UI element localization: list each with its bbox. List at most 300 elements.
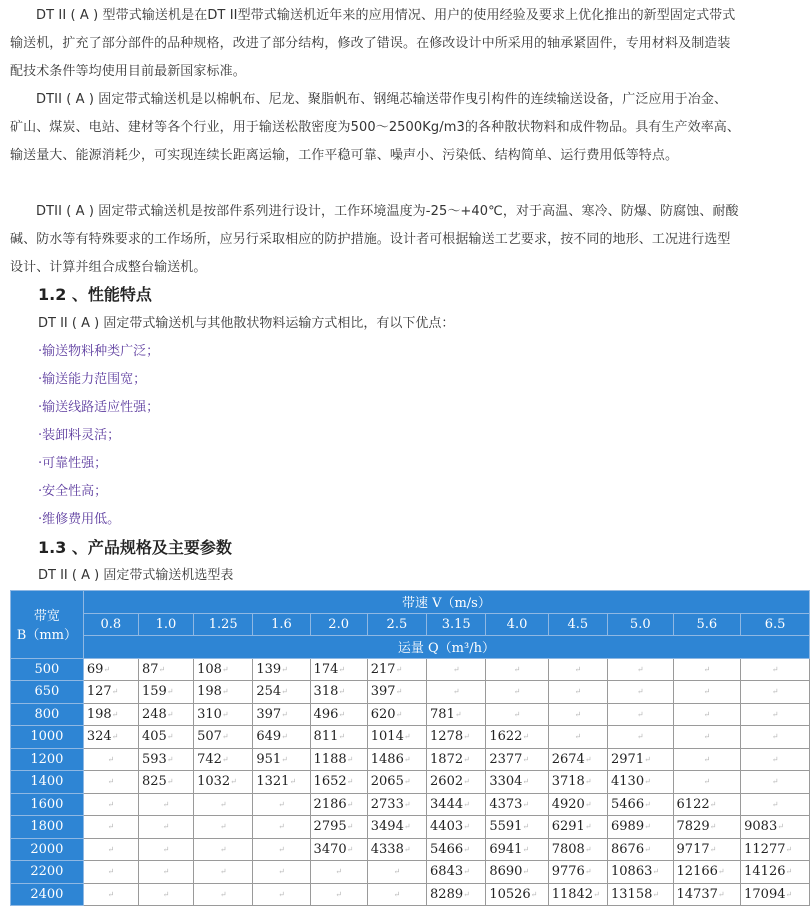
cell-end-mark: ↵: [717, 889, 725, 899]
capacity-value: 1032: [197, 774, 231, 790]
cell-end-mark: ↵: [338, 687, 346, 697]
cell-end-mark: ↵: [335, 867, 342, 877]
cell-end-mark: ↵: [281, 732, 288, 742]
cell-end-mark: ↵: [278, 822, 285, 832]
cell-end-mark: ↵: [111, 732, 119, 742]
capacity-cell: [608, 658, 674, 681]
capacity-cell: [673, 861, 741, 884]
capacity-value: 2186: [313, 796, 347, 812]
capacity-cell: [83, 748, 138, 771]
capacity-value: 9717: [676, 841, 710, 857]
capacity-cell: [367, 793, 426, 816]
cell-end-mark: ↵: [162, 844, 170, 854]
cell-end-mark: ↵: [452, 664, 460, 674]
capacity-value: 1321: [256, 774, 290, 790]
capacity-cell: [673, 793, 741, 816]
capacity-cell: [427, 771, 486, 794]
cell-end-mark: ↵: [463, 799, 470, 809]
belt-width-cell: 2200: [11, 861, 84, 884]
capacity-cell: [367, 748, 426, 771]
specs-heading: 1.3 、产品规格及主要参数: [38, 538, 232, 557]
cell-end-mark: ↵: [107, 754, 115, 764]
capacity-cell: [486, 793, 548, 816]
cell-end-mark: ↵: [584, 844, 592, 854]
capacity-cell: [741, 748, 810, 771]
capacity-value: 4338: [370, 841, 404, 857]
capacity-value: 108: [197, 661, 222, 677]
table-row: [11, 793, 810, 816]
capacity-value: 254: [256, 684, 282, 700]
capacity-cell: [608, 861, 674, 884]
cell-end-mark: ↵: [463, 754, 470, 764]
capacity-value: 1278: [430, 729, 464, 745]
cell-end-mark: ↵: [395, 709, 403, 719]
capacity-value: 1486: [370, 751, 404, 767]
cell-end-mark: ↵: [338, 709, 346, 719]
capacity-value: 6122: [676, 796, 710, 812]
capacity-value: 397: [256, 706, 282, 722]
belt-width-cell: 1600: [11, 793, 84, 816]
cell-end-mark: ↵: [166, 732, 174, 742]
capacity-cell: [194, 748, 253, 771]
cell-end-mark: ↵: [593, 889, 600, 899]
table-caption: DT II ( A ) 固定带式输送机选型表: [38, 568, 234, 583]
capacity-value: 2065: [370, 774, 404, 790]
capacity-value: 2674: [551, 751, 585, 767]
capacity-cell: [427, 816, 486, 839]
capacity-cell: [367, 771, 426, 794]
cell-end-mark: ↵: [574, 687, 582, 697]
capacity-cell: [608, 816, 674, 839]
capacity-cell: [486, 861, 548, 884]
capacity-value: 10526: [489, 886, 531, 902]
cell-end-mark: ↵: [636, 664, 644, 674]
capacity-cell: [673, 771, 741, 794]
capacity-cell: [367, 658, 426, 681]
capacity-cell: [310, 793, 367, 816]
table-row: [11, 726, 810, 749]
capacity-cell: [427, 658, 486, 681]
selection-table-wrapper: [10, 590, 793, 909]
capacity-cell: [608, 771, 674, 794]
capacity-value: 397: [370, 684, 396, 700]
cell-end-mark: ↵: [771, 732, 779, 742]
capacity-value: 1872: [430, 751, 464, 767]
capacity-value: 4403: [430, 819, 464, 835]
cell-end-mark: ↵: [644, 822, 651, 832]
capacity-value: 3494: [370, 819, 404, 835]
capacity-value: 69: [86, 661, 104, 677]
cell-end-mark: ↵: [584, 754, 592, 764]
capacity-value: 2733: [370, 796, 404, 812]
table-row: [11, 771, 810, 794]
capacity-value: 8676: [611, 841, 645, 857]
capacity-cell: [486, 748, 548, 771]
cell-end-mark: ↵: [771, 687, 779, 697]
capacity-cell: [548, 816, 607, 839]
capacity-cell: [310, 681, 367, 704]
capacity-value: 8690: [489, 864, 523, 880]
capacity-cell: [741, 703, 810, 726]
capacity-value: 174: [313, 661, 339, 677]
capacity-cell: [83, 861, 138, 884]
capacity-value: 217: [370, 661, 396, 677]
cell-end-mark: ↵: [574, 732, 582, 742]
capacity-value: 139: [256, 661, 282, 677]
cell-end-mark: ↵: [289, 777, 297, 787]
cell-end-mark: ↵: [346, 777, 354, 787]
capacity-cell: [253, 861, 310, 884]
cell-end-mark: ↵: [166, 754, 174, 764]
cell-end-mark: ↵: [771, 799, 779, 809]
capacity-cell: [83, 726, 138, 749]
capacity-value: 2795: [313, 819, 347, 835]
capacity-value: 11842: [551, 886, 594, 902]
cell-end-mark: ↵: [107, 822, 115, 832]
advantage-item: ·可靠性强；: [38, 456, 108, 471]
advantage-item: ·输送物料种类广泛；: [38, 344, 160, 359]
belt-width-cell: 500: [11, 658, 84, 681]
capacity-cell: [310, 726, 367, 749]
cell-end-mark: ↵: [395, 687, 403, 697]
capacity-value: 159: [141, 684, 167, 700]
cell-end-mark: ↵: [162, 799, 170, 809]
capacity-cell: [138, 793, 193, 816]
capacity-value: 3444: [430, 796, 464, 812]
cell-end-mark: ↵: [221, 709, 229, 719]
capacity-cell: [548, 771, 607, 794]
speed-value: 5.0: [608, 613, 674, 636]
cell-end-mark: ↵: [522, 754, 530, 764]
cell-end-mark: ↵: [785, 867, 793, 877]
cell-end-mark: ↵: [166, 709, 174, 719]
capacity-cell: [486, 771, 548, 794]
cell-end-mark: ↵: [278, 844, 285, 854]
cell-end-mark: ↵: [522, 777, 530, 787]
capacity-cell: [83, 703, 138, 726]
cell-end-mark: ↵: [219, 799, 227, 809]
cell-end-mark: ↵: [652, 867, 660, 877]
width-header-unit: B（mm）: [16, 628, 78, 644]
cell-end-mark: ↵: [785, 844, 793, 854]
speed-header: 带速 V（m/s）: [83, 591, 809, 614]
cell-end-mark: ↵: [584, 777, 592, 787]
cell-end-mark: ↵: [513, 687, 521, 697]
cell-end-mark: ↵: [717, 867, 725, 877]
cell-end-mark: ↵: [403, 732, 411, 742]
capacity-cell: [367, 816, 426, 839]
speed-value: 2.5: [367, 613, 426, 636]
intro-paragraph-1: DT II ( A ) 型带式输送机是在DT II型带式输送机近年来的应用情况、用户的使用经验及要求上优化推出的新型固定式带式输送机，扩充了部分部件的品种规格，改进了部分结构，修改了错误。在修改设计中所采用的轴承紧固件，专用材料及制造装配技术条件等均使用目前最新国家标准。: [10, 8, 736, 79]
table-row: [11, 816, 810, 839]
capacity-value: 5466: [430, 841, 464, 857]
capacity-cell: [548, 793, 607, 816]
capacity-cell: [486, 726, 548, 749]
speed-value: 3.15: [427, 613, 486, 636]
belt-width-cell: 2400: [11, 883, 84, 906]
capacity-value: 318: [313, 684, 339, 700]
capacity-cell: [548, 748, 607, 771]
capacity-cell: [83, 816, 138, 839]
cell-end-mark: ↵: [403, 822, 411, 832]
capacity-cell: [253, 658, 310, 681]
capacity-value: 8289: [430, 886, 464, 902]
cell-end-mark: ↵: [522, 799, 530, 809]
capacity-cell: [194, 771, 253, 794]
capacity-value: 811: [313, 729, 339, 745]
cell-end-mark: ↵: [219, 822, 227, 832]
capacity-cell: [427, 726, 486, 749]
cell-end-mark: ↵: [644, 799, 651, 809]
cell-end-mark: ↵: [162, 822, 170, 832]
capacity-value: 7829: [676, 819, 710, 835]
cell-end-mark: ↵: [703, 777, 711, 787]
capacity-value: 198: [86, 706, 112, 722]
capacity-cell: [83, 771, 138, 794]
cell-end-mark: ↵: [107, 777, 115, 787]
capacity-value: 2971: [611, 751, 645, 767]
capacity-value: 5466: [611, 796, 645, 812]
capacity-cell: [427, 861, 486, 884]
capacity-cell: [741, 658, 810, 681]
cell-end-mark: ↵: [703, 687, 711, 697]
cell-end-mark: ↵: [703, 754, 711, 764]
capacity-value: 6291: [551, 819, 585, 835]
capacity-cell: [608, 883, 674, 906]
advantage-item: ·输送线路适应性强；: [38, 400, 160, 415]
capacity-cell: [548, 838, 607, 861]
capacity-cell: [548, 861, 607, 884]
cell-end-mark: ↵: [219, 889, 227, 899]
capacity-value: 951: [256, 751, 282, 767]
capacity-value: 310: [197, 706, 222, 722]
capacity-cell: [486, 883, 548, 906]
capacity-cell: [741, 681, 810, 704]
capacity-cell: [138, 816, 193, 839]
cell-end-mark: ↵: [785, 889, 793, 899]
belt-width-cell: 1000: [11, 726, 84, 749]
capacity-cell: [608, 726, 674, 749]
cell-end-mark: ↵: [513, 709, 521, 719]
capacity-cell: [367, 883, 426, 906]
advantage-item: ·维修费用低。: [38, 512, 121, 527]
capacity-cell: [83, 838, 138, 861]
cell-end-mark: ↵: [463, 732, 470, 742]
capacity-value: 11277: [744, 841, 786, 857]
capacity-value: 507: [197, 729, 222, 745]
capacity-cell: [741, 771, 810, 794]
capacity-cell: [367, 681, 426, 704]
speed-value: 0.8: [83, 613, 138, 636]
capacity-value: 2602: [430, 774, 464, 790]
capacity-header: 运量 Q（m³/h）: [83, 636, 809, 659]
cell-end-mark: ↵: [403, 777, 411, 787]
cell-end-mark: ↵: [162, 867, 170, 877]
belt-width-cell: 1200: [11, 748, 84, 771]
belt-width-cell: 1400: [11, 771, 84, 794]
capacity-value: 2377: [489, 751, 523, 767]
cell-end-mark: ↵: [584, 799, 592, 809]
capacity-value: 5591: [489, 819, 523, 835]
capacity-cell: [253, 771, 310, 794]
cell-end-mark: ↵: [281, 687, 288, 697]
cell-end-mark: ↵: [335, 889, 342, 899]
cell-end-mark: ↵: [403, 844, 411, 854]
cell-end-mark: ↵: [103, 664, 111, 674]
capacity-cell: [608, 838, 674, 861]
cell-end-mark: ↵: [522, 867, 530, 877]
capacity-cell: [194, 658, 253, 681]
capacity-cell: [194, 883, 253, 906]
capacity-cell: [194, 861, 253, 884]
capacity-value: 14126: [744, 864, 786, 880]
advantage-item: ·输送能力范围宽；: [38, 372, 147, 387]
capacity-cell: [253, 793, 310, 816]
capacity-value: 6989: [611, 819, 645, 835]
cell-end-mark: ↵: [221, 732, 229, 742]
capacity-value: 6843: [430, 864, 464, 880]
capacity-cell: [310, 816, 367, 839]
performance-intro: DT II ( A ) 固定带式输送机与其他散状物料运输方式相比，有以下优点：: [38, 316, 455, 331]
cell-end-mark: ↵: [709, 799, 717, 809]
capacity-cell: [194, 681, 253, 704]
speed-value: 1.0: [138, 613, 193, 636]
capacity-cell: [741, 883, 810, 906]
cell-end-mark: ↵: [574, 664, 582, 674]
belt-width-cell: 800: [11, 703, 84, 726]
capacity-cell: [138, 861, 193, 884]
capacity-cell: [310, 658, 367, 681]
advantage-item: ·安全性高；: [38, 484, 108, 499]
capacity-value: 9776: [551, 864, 585, 880]
cell-end-mark: ↵: [452, 687, 460, 697]
speed-value: 1.25: [194, 613, 253, 636]
capacity-cell: [427, 703, 486, 726]
capacity-value: 17094: [744, 886, 786, 902]
capacity-value: 10863: [611, 864, 653, 880]
cell-end-mark: ↵: [644, 777, 651, 787]
capacity-cell: [673, 816, 741, 839]
capacity-value: 7808: [551, 841, 585, 857]
capacity-cell: [83, 883, 138, 906]
capacity-cell: [427, 748, 486, 771]
cell-end-mark: ↵: [513, 664, 521, 674]
cell-end-mark: ↵: [219, 844, 227, 854]
capacity-value: 9083: [744, 819, 778, 835]
capacity-value: 87: [141, 661, 159, 677]
cell-end-mark: ↵: [107, 799, 115, 809]
capacity-cell: [548, 883, 607, 906]
capacity-cell: [253, 816, 310, 839]
capacity-value: 649: [256, 729, 282, 745]
cell-end-mark: ↵: [158, 664, 166, 674]
capacity-cell: [367, 726, 426, 749]
cell-end-mark: ↵: [393, 867, 401, 877]
capacity-cell: [194, 703, 253, 726]
capacity-cell: [548, 681, 607, 704]
capacity-cell: [253, 726, 310, 749]
cell-end-mark: ↵: [463, 889, 470, 899]
capacity-cell: [608, 703, 674, 726]
selection-table: [10, 590, 810, 906]
cell-end-mark: ↵: [346, 822, 354, 832]
capacity-cell: [253, 703, 310, 726]
capacity-value: 324: [86, 729, 112, 745]
table-row: [11, 681, 810, 704]
capacity-value: 4920: [551, 796, 585, 812]
cell-end-mark: ↵: [221, 664, 229, 674]
cell-end-mark: ↵: [338, 732, 346, 742]
width-header-label: 带宽: [33, 609, 60, 625]
cell-end-mark: ↵: [393, 889, 401, 899]
capacity-cell: [548, 658, 607, 681]
cell-end-mark: ↵: [346, 754, 354, 764]
capacity-cell: [138, 771, 193, 794]
cell-end-mark: ↵: [166, 777, 174, 787]
cell-end-mark: ↵: [771, 709, 779, 719]
cell-end-mark: ↵: [636, 732, 644, 742]
cell-end-mark: ↵: [107, 889, 115, 899]
cell-end-mark: ↵: [403, 799, 411, 809]
capacity-value: 3470: [313, 841, 347, 857]
cell-end-mark: ↵: [522, 844, 530, 854]
cell-end-mark: ↵: [709, 844, 717, 854]
capacity-cell: [138, 748, 193, 771]
cell-end-mark: ↵: [703, 732, 711, 742]
capacity-cell: [253, 838, 310, 861]
speed-value: 6.5: [741, 613, 810, 636]
capacity-cell: [83, 658, 138, 681]
cell-end-mark: ↵: [644, 844, 651, 854]
table-row: [11, 883, 810, 906]
capacity-value: 496: [313, 706, 339, 722]
table-row: [11, 658, 810, 681]
capacity-cell: [486, 703, 548, 726]
cell-end-mark: ↵: [346, 844, 354, 854]
cell-end-mark: ↵: [107, 867, 115, 877]
capacity-cell: [138, 658, 193, 681]
cell-end-mark: ↵: [522, 732, 530, 742]
cell-end-mark: ↵: [395, 664, 403, 674]
capacity-cell: [673, 703, 741, 726]
capacity-value: 198: [197, 684, 222, 700]
cell-end-mark: ↵: [703, 709, 711, 719]
cell-end-mark: ↵: [221, 687, 229, 697]
cell-end-mark: ↵: [111, 687, 119, 697]
capacity-cell: [608, 793, 674, 816]
capacity-cell: [486, 658, 548, 681]
capacity-cell: [741, 861, 810, 884]
capacity-cell: [608, 681, 674, 704]
width-header-cell: [11, 591, 84, 659]
capacity-cell: [310, 771, 367, 794]
cell-end-mark: ↵: [584, 822, 592, 832]
cell-end-mark: ↵: [463, 867, 470, 877]
cell-end-mark: ↵: [278, 799, 285, 809]
cell-end-mark: ↵: [281, 664, 288, 674]
capacity-cell: [310, 748, 367, 771]
capacity-value: 1652: [313, 774, 347, 790]
table-row: [11, 861, 810, 884]
capacity-cell: [673, 748, 741, 771]
cell-end-mark: ↵: [278, 867, 285, 877]
intro-paragraph-2: DTII ( A ) 固定带式输送机是以棉帆布、尼龙、聚脂帆布、钢绳芯输送带作曳引构件的连续输送设备，广泛应用于冶金、矿山、煤炭、电站、建材等各个行业，用于输送松散密度为500～2500Kg/m3的各种散状物料和成件物品。具有生产效率高、输送量大、能源消耗少，可实现连续长距离运输，工作平稳可靠、噪声小、污染低、结构简单、运行费用低等特点。: [10, 92, 740, 163]
capacity-cell: [673, 726, 741, 749]
table-row: [11, 748, 810, 771]
capacity-value: 1622: [489, 729, 523, 745]
cell-end-mark: ↵: [771, 754, 779, 764]
capacity-cell: [427, 838, 486, 861]
